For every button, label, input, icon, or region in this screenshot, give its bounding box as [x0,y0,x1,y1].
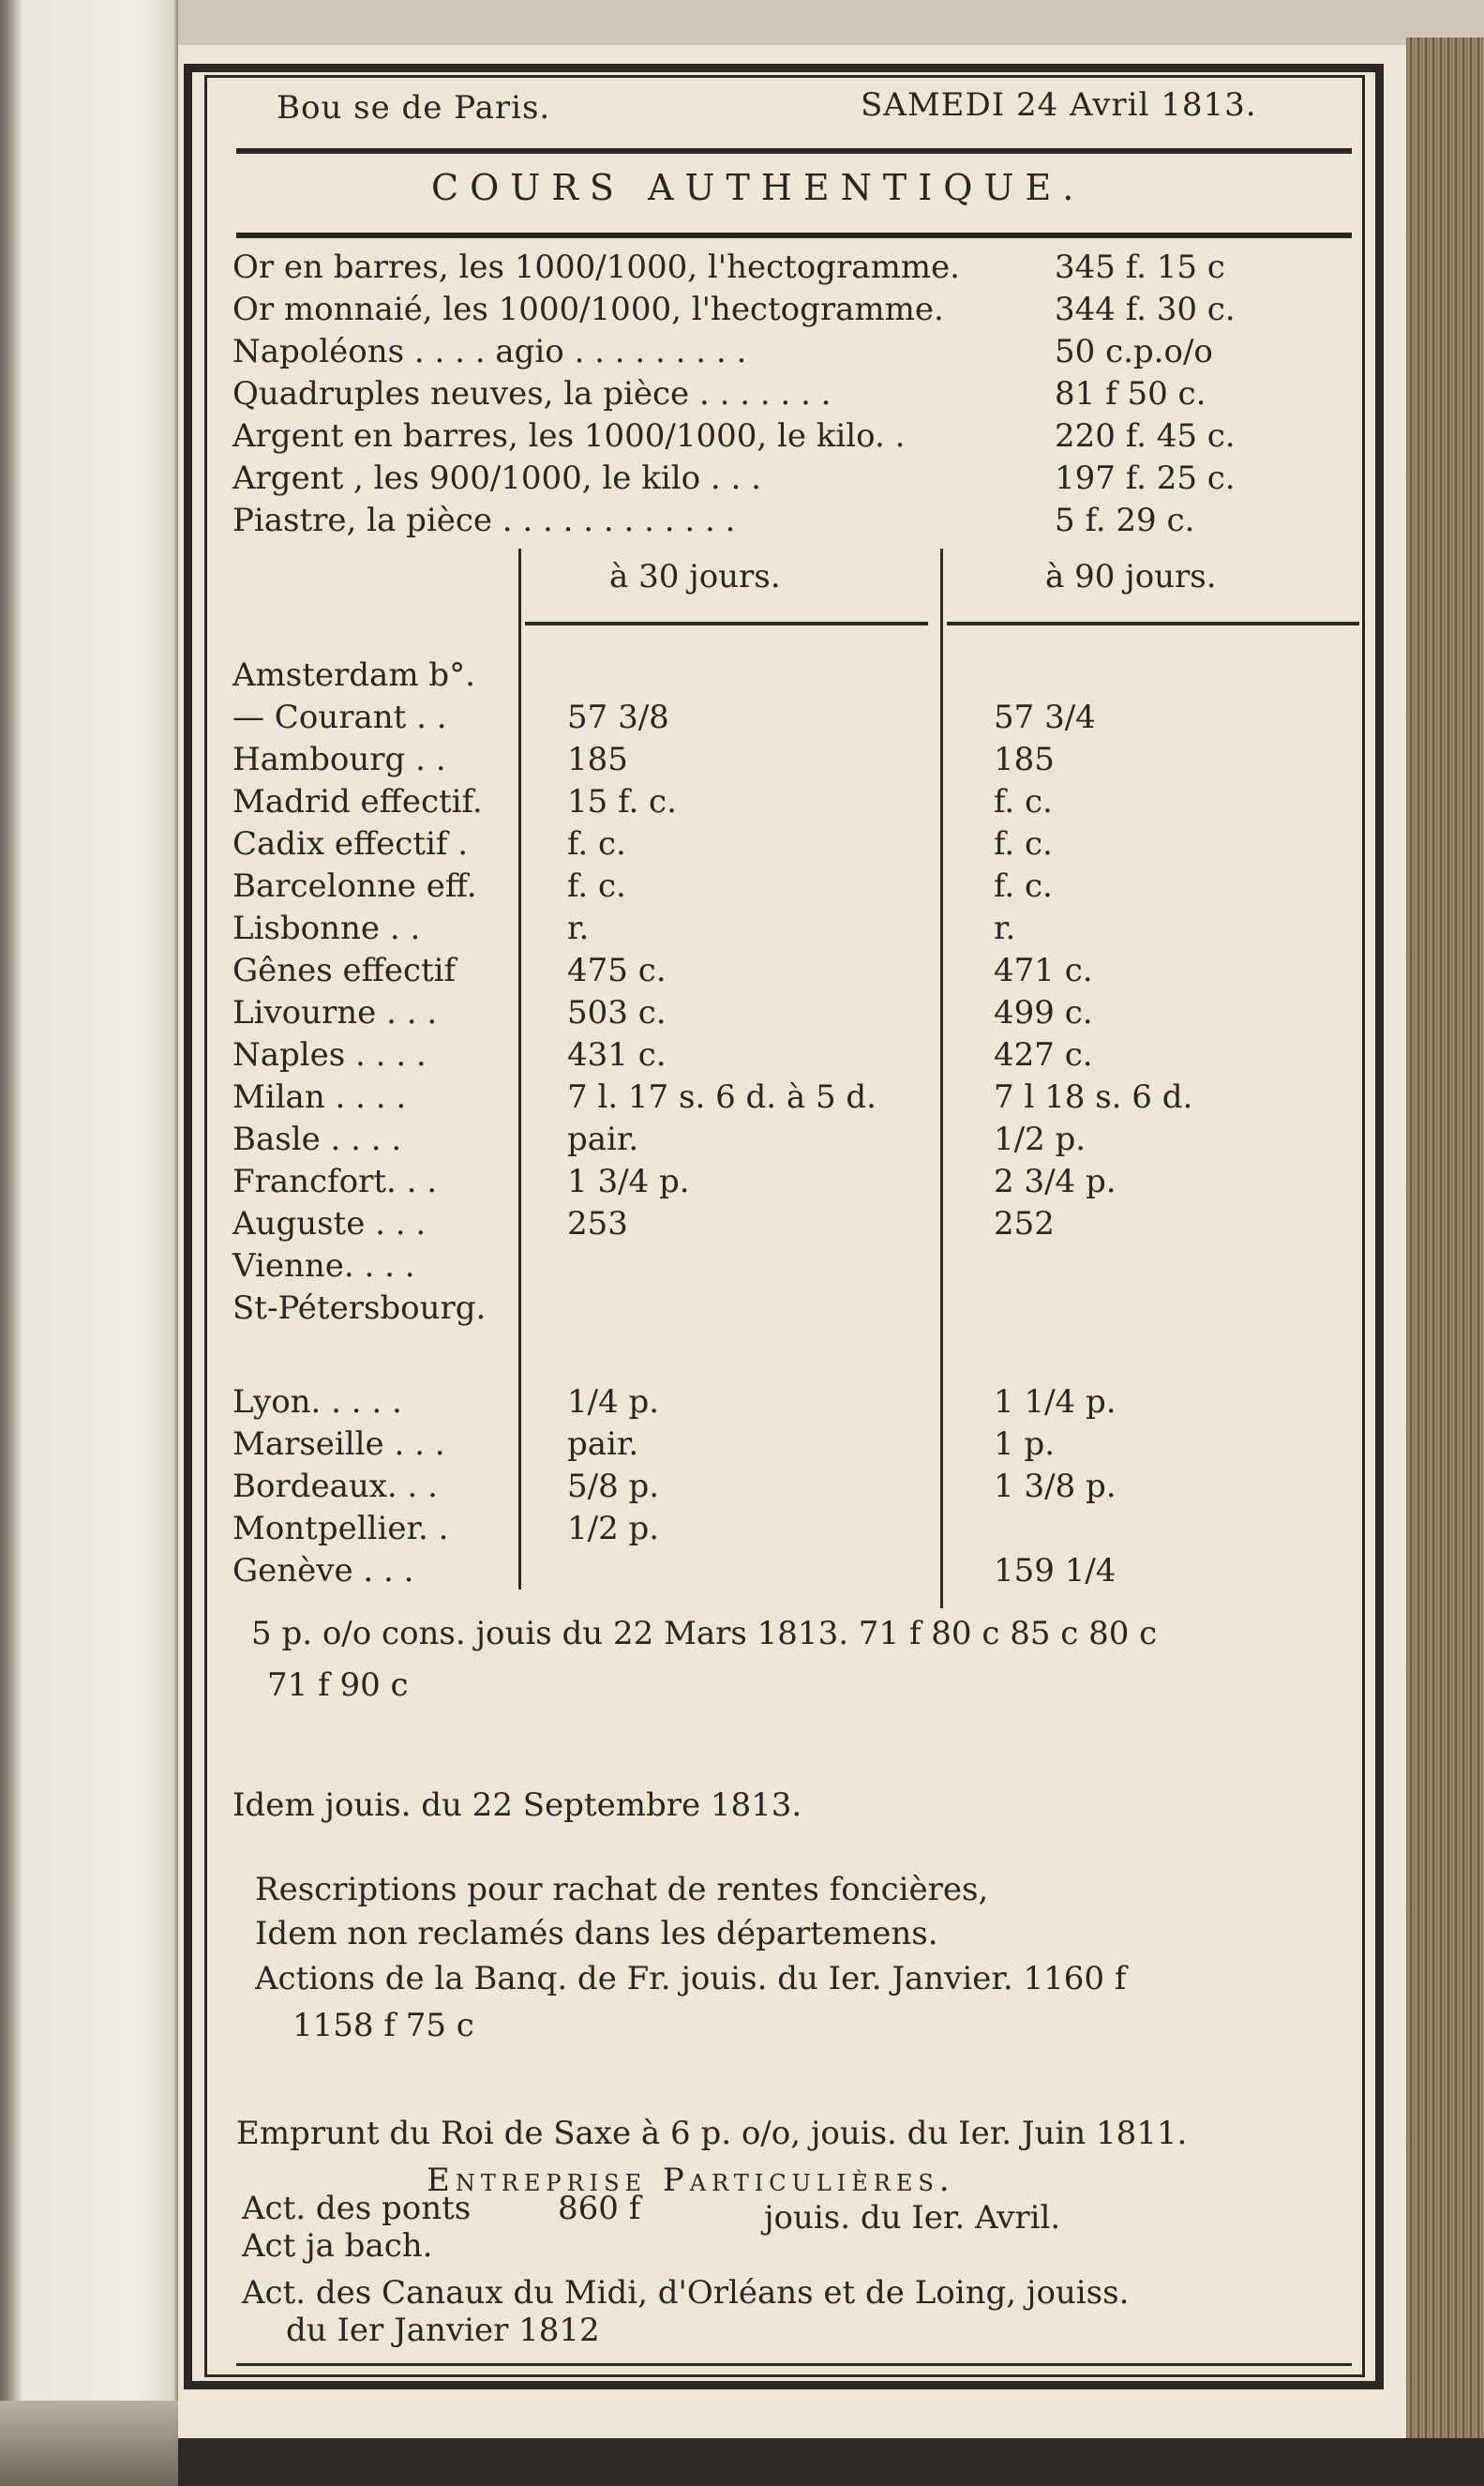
exchange-90: f. c. [994,783,1053,821]
metal-price: 197 f. 25 c. [1055,460,1236,497]
metal-price: 344 f. 30 c. [1055,291,1236,328]
metal-label: Quadruples neuves, la pièce . . . . . . . [232,375,832,413]
exchange-place: Auguste . . . [232,1205,427,1243]
col-30-header: à 30 jours. [609,558,781,595]
exchange-30: r. [567,910,590,947]
exchange-90: 1 p. [994,1425,1056,1463]
exchange-place: Hambourg . . [232,741,446,778]
exchange-90: 252 [994,1205,1055,1243]
exchange-place: Naples . . . . [232,1036,427,1074]
exchange-30: f. c. [567,825,626,863]
book-bottom-edge [178,2438,1484,2486]
actions-banque-2: 1158 f 75 c [292,2007,474,2044]
canaux: Act. des Canaux du Midi, d'Orléans et de Loing, jouiss. [242,2274,1130,2312]
metal-label: Piastre, la pièce . . . . . . . . . . . . [232,502,736,539]
metal-label: Napoléons . . . . agio . . . . . . . . . [232,333,747,370]
rentes-line2: 71 f 90 c [267,1666,409,1704]
idem-non: Idem non reclamés dans les départemens. [255,1915,938,1952]
emprunt-saxe: Emprunt du Roi de Saxe à 6 p. o/o, jouis. du Ier. Juin 1811. [236,2115,1188,2152]
exchange-place: Lyon. . . . . [232,1383,402,1421]
column-divider-left [518,549,521,1590]
exchange-30: pair. [567,1425,639,1463]
metal-price: 81 f 50 c. [1055,375,1207,413]
exchange-place: Genève . . . [232,1552,414,1590]
exchange-90: 1 3/8 p. [994,1468,1117,1505]
rescriptions: Rescriptions pour rachat de rentes foncières, [255,1871,989,1908]
exchange-30: 5/8 p. [567,1468,660,1505]
exchange-place: Vienne. . . . [232,1247,415,1285]
exchange-30: 475 c. [567,952,667,989]
exchange-90: r. [994,910,1016,947]
ponts-jouis: jouis. du Ier. Avril. [764,2199,1061,2237]
subtitle: COURS AUTHENTIQUE. [431,167,1086,208]
exchange-90: f. c. [994,825,1053,863]
ponts-label: Act. des ponts [242,2190,472,2227]
exchange-90: 7 l 18 s. 6 d. [994,1078,1193,1116]
exchange-90: 2 3/4 p. [994,1163,1117,1200]
exchange-30: pair. [567,1121,639,1158]
exchange-30: 185 [567,741,628,778]
page-shadow [0,2401,178,2486]
ponts-value: 860 f [558,2190,641,2227]
exchange-30: 1/2 p. [567,1510,660,1547]
exchange-90: 159 1/4 [994,1552,1117,1590]
header-left: Bou se de Paris. [277,89,551,127]
exchange-place: Livourne . . . [232,994,438,1032]
metal-price: 5 f. 29 c. [1055,502,1195,539]
exchange-30: f. c. [567,867,626,905]
exchange-30: 7 l. 17 s. 6 d. à 5 d. [567,1078,877,1116]
exchange-place: Lisbonne . . [232,910,421,947]
exchange-30: 1/4 p. [567,1383,660,1421]
canaux-2: du Ier Janvier 1812 [286,2312,600,2349]
exchange-90: 185 [994,741,1055,778]
facing-page [0,0,178,2486]
rentes-line1: 5 p. o/o cons. jouis du 22 Mars 1813. 71 f 80 c 85 c 80 c [251,1615,1158,1652]
exchange-90: 57 3/4 [994,699,1096,736]
exchange-place: Bordeaux. . . [232,1468,438,1505]
col-30-rule [525,622,928,625]
exchange-place: Francfort. . . [232,1163,438,1200]
exchange-place: Cadix effectif . [232,825,469,863]
metal-price: 345 f. 15 c [1055,249,1225,286]
exchange-place: St-Pétersbourg. [232,1289,487,1327]
exchange-place: Milan . . . . [232,1078,407,1116]
exchange-place: Montpellier. . [232,1510,449,1547]
col-90-header: à 90 jours. [1045,558,1217,595]
exchange-30: 1 3/4 p. [567,1163,690,1200]
exchange-30: 431 c. [567,1036,667,1074]
header-rule [236,148,1352,154]
exchange-30: 503 c. [567,994,667,1032]
metal-price: 220 f. 45 c. [1055,417,1236,455]
exchange-90: 1 1/4 p. [994,1383,1117,1421]
exchange-90: 1/2 p. [994,1121,1087,1158]
exchange-place: Barcelonne eff. [232,867,477,905]
bottom-rule [236,2363,1352,2366]
exchange-90: 471 c. [994,952,1093,989]
exchange-90: f. c. [994,867,1053,905]
exchange-place: Madrid effectif. [232,783,483,821]
metal-label: Argent , les 900/1000, le kilo . . . [232,460,761,497]
metal-label: Or en barres, les 1000/1000, l'hectogramme. [232,249,960,286]
column-divider-right [940,549,943,1608]
metal-price: 50 c.p.o/o [1055,333,1213,370]
header-date: SAMEDI 24 Avril 1813. [861,86,1257,124]
rentes-idem: Idem jouis. du 22 Septembre 1813. [232,1786,802,1824]
exchange-30: 15 f. c. [567,783,677,821]
actions-banque: Actions de la Banq. de Fr. jouis. du Ier. Janvier. 1160 f [255,1960,1127,1997]
col-90-rule [947,622,1359,625]
exchange-place: — Courant . . [232,699,447,736]
exchange-90: 499 c. [994,994,1093,1032]
metal-label: Or monnaié, les 1000/1000, l'hectogramme. [232,291,944,328]
exchange-30: 253 [567,1205,628,1243]
exchange-90: 427 c. [994,1036,1093,1074]
exchange-place: Amsterdam b°. [232,656,475,694]
exchange-30: 57 3/8 [567,699,669,736]
subtitle-rule [236,233,1352,238]
exchange-place: Marseille . . . [232,1425,445,1463]
exchange-place: Basle . . . . [232,1121,402,1158]
metal-label: Argent en barres, les 1000/1000, le kilo. . [232,417,906,455]
bottom-rule-thick [236,2382,1361,2389]
act-jach: Act ja bach. [242,2227,433,2265]
entreprises-title: Entreprise Particulières. [427,2162,955,2199]
book-page-edges [1406,38,1484,2438]
exchange-place: Gênes effectif [232,952,457,989]
